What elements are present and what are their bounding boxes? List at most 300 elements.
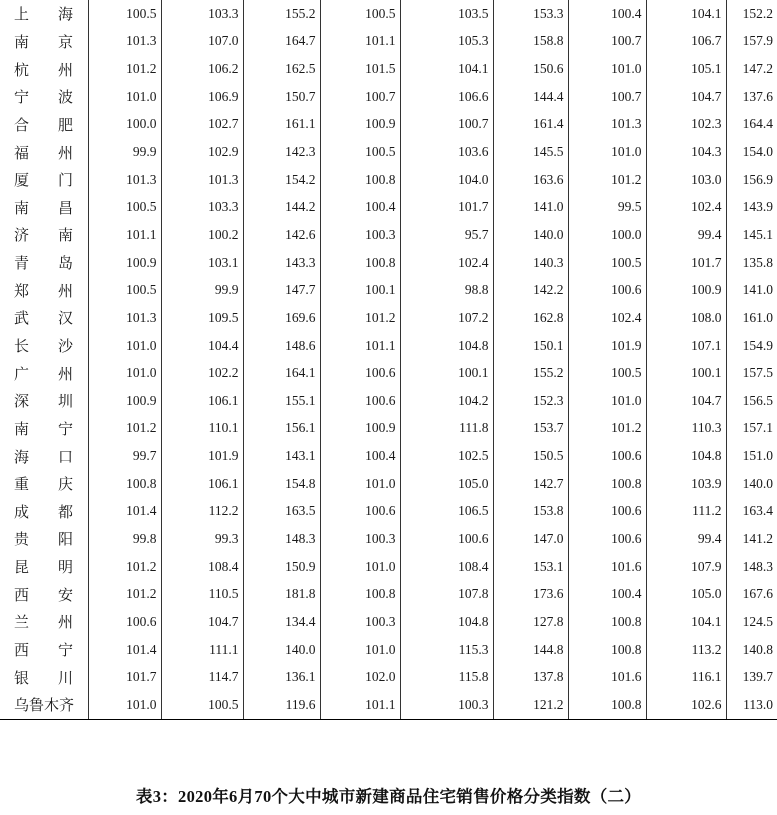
city-name-char: 都 xyxy=(58,504,74,521)
index-value-cell: 101.9 xyxy=(568,332,646,360)
city-name-char: 兰 xyxy=(14,615,30,632)
index-value-cell: 105.3 xyxy=(400,28,493,56)
index-value-cell: 100.4 xyxy=(320,193,400,221)
index-value-cell: 101.3 xyxy=(88,28,161,56)
table-row xyxy=(0,608,777,636)
index-value-cell: 142.7 xyxy=(493,470,568,498)
city-name-char: 州 xyxy=(58,283,74,300)
index-value-cell: 100.5 xyxy=(88,0,161,28)
index-value-cell: 105.0 xyxy=(646,580,726,608)
index-value-cell: 99.4 xyxy=(646,525,726,553)
index-value-cell: 148.3 xyxy=(243,525,320,553)
index-value-cell: 101.0 xyxy=(88,83,161,111)
index-value-cell: 103.5 xyxy=(400,0,493,28)
index-value-cell: 101.4 xyxy=(88,498,161,526)
index-value-cell: 113.0 xyxy=(726,691,777,719)
index-value-cell: 157.9 xyxy=(726,28,777,56)
index-value-cell: 101.1 xyxy=(320,332,400,360)
index-value-cell: 142.2 xyxy=(493,276,568,304)
index-value-cell: 101.3 xyxy=(161,166,243,194)
index-value-cell: 155.2 xyxy=(243,0,320,28)
index-value-cell: 157.5 xyxy=(726,359,777,387)
index-value-cell: 101.0 xyxy=(568,55,646,83)
city-name-cell xyxy=(0,580,88,608)
index-value-cell: 109.5 xyxy=(161,304,243,332)
table-row xyxy=(0,28,777,56)
index-value-cell: 101.1 xyxy=(88,221,161,249)
index-value-cell: 100.6 xyxy=(320,387,400,415)
table-row xyxy=(0,138,777,166)
index-value-cell: 140.0 xyxy=(726,470,777,498)
index-value-cell: 103.3 xyxy=(161,193,243,221)
index-value-cell: 101.6 xyxy=(568,553,646,581)
table-row xyxy=(0,249,777,277)
index-value-cell: 154.8 xyxy=(243,470,320,498)
index-value-cell: 150.9 xyxy=(243,553,320,581)
index-value-cell: 101.5 xyxy=(320,55,400,83)
index-value-cell: 104.2 xyxy=(400,387,493,415)
index-value-cell: 100.9 xyxy=(646,276,726,304)
city-name-char: 南 xyxy=(58,228,74,245)
index-value-cell: 143.1 xyxy=(243,442,320,470)
index-value-cell: 167.6 xyxy=(726,580,777,608)
index-value-cell: 105.0 xyxy=(400,470,493,498)
index-value-cell: 100.8 xyxy=(568,636,646,664)
index-value-cell: 100.4 xyxy=(568,580,646,608)
index-value-cell: 106.6 xyxy=(400,83,493,111)
index-value-cell: 101.4 xyxy=(88,636,161,664)
index-value-cell: 108.4 xyxy=(400,553,493,581)
city-name-char: 合 xyxy=(14,117,30,134)
index-value-cell: 100.0 xyxy=(88,111,161,139)
index-value-cell: 101.2 xyxy=(88,415,161,443)
city-name-char: 阳 xyxy=(58,532,74,549)
city-name-char: 宁 xyxy=(58,643,74,660)
index-value-cell: 104.8 xyxy=(646,442,726,470)
city-name-cell xyxy=(0,359,88,387)
index-value-cell: 104.4 xyxy=(161,332,243,360)
index-value-cell: 100.6 xyxy=(320,498,400,526)
table-row xyxy=(0,221,777,249)
index-value-cell: 106.2 xyxy=(161,55,243,83)
index-value-cell: 148.6 xyxy=(243,332,320,360)
index-value-cell: 102.6 xyxy=(646,691,726,719)
index-value-cell: 101.7 xyxy=(400,193,493,221)
index-value-cell: 100.8 xyxy=(568,470,646,498)
index-value-cell: 156.9 xyxy=(726,166,777,194)
index-value-cell: 99.9 xyxy=(161,276,243,304)
table-caption: 表3：2020年6月70个大中城市新建商品住宅销售价格分类指数（二） xyxy=(135,787,642,806)
index-value-cell: 161.1 xyxy=(243,111,320,139)
index-value-cell: 101.0 xyxy=(568,138,646,166)
city-name-char: 明 xyxy=(58,560,74,577)
index-value-cell: 161.0 xyxy=(726,304,777,332)
index-value-cell: 104.1 xyxy=(646,608,726,636)
index-value-cell: 102.2 xyxy=(161,359,243,387)
index-value-cell: 100.9 xyxy=(88,387,161,415)
index-value-cell: 148.3 xyxy=(726,553,777,581)
index-value-cell: 147.0 xyxy=(493,525,568,553)
index-value-cell: 101.2 xyxy=(88,553,161,581)
index-value-cell: 101.2 xyxy=(568,166,646,194)
index-value-cell: 105.1 xyxy=(646,55,726,83)
index-value-cell: 99.5 xyxy=(568,193,646,221)
index-value-cell: 101.0 xyxy=(88,332,161,360)
index-value-cell: 99.3 xyxy=(161,525,243,553)
table-row xyxy=(0,663,777,691)
index-value-cell: 163.6 xyxy=(493,166,568,194)
table-row xyxy=(0,415,777,443)
table-row xyxy=(0,55,777,83)
table-row xyxy=(0,553,777,581)
city-name-char: 贵 xyxy=(14,532,30,549)
index-value-cell: 116.1 xyxy=(646,663,726,691)
index-value-cell: 104.0 xyxy=(400,166,493,194)
index-value-cell: 102.4 xyxy=(400,249,493,277)
index-value-cell: 106.5 xyxy=(400,498,493,526)
index-value-cell: 110.5 xyxy=(161,580,243,608)
index-value-cell: 103.6 xyxy=(400,138,493,166)
index-value-cell: 158.8 xyxy=(493,28,568,56)
city-name-char: 门 xyxy=(58,173,74,190)
city-name-char: 昆 xyxy=(14,560,30,577)
index-value-cell: 164.7 xyxy=(243,28,320,56)
index-value-cell: 101.1 xyxy=(320,691,400,719)
index-value-cell: 99.4 xyxy=(646,221,726,249)
index-value-cell: 107.0 xyxy=(161,28,243,56)
index-value-cell: 144.2 xyxy=(243,193,320,221)
city-name-char: 圳 xyxy=(58,394,74,411)
index-value-cell: 100.3 xyxy=(320,525,400,553)
index-value-cell: 140.8 xyxy=(726,636,777,664)
city-name-char: 口 xyxy=(58,449,74,466)
index-value-cell: 100.3 xyxy=(400,691,493,719)
index-value-cell: 101.0 xyxy=(320,470,400,498)
index-value-cell: 142.3 xyxy=(243,138,320,166)
table-row xyxy=(0,0,777,28)
index-value-cell: 100.4 xyxy=(320,442,400,470)
index-value-cell: 100.1 xyxy=(320,276,400,304)
index-value-cell: 150.7 xyxy=(243,83,320,111)
index-value-cell: 141.2 xyxy=(726,525,777,553)
index-value-cell: 137.6 xyxy=(726,83,777,111)
city-name-char: 青 xyxy=(14,256,30,273)
index-value-cell: 101.0 xyxy=(568,387,646,415)
city-name-char: 南 xyxy=(14,34,30,51)
index-value-cell: 111.2 xyxy=(646,498,726,526)
index-value-cell: 154.0 xyxy=(726,138,777,166)
city-name-char: 长 xyxy=(14,339,30,355)
table-row xyxy=(0,442,777,470)
table-row xyxy=(0,332,777,360)
index-value-cell: 104.7 xyxy=(646,387,726,415)
index-value-cell: 143.3 xyxy=(243,249,320,277)
city-name-char: 安 xyxy=(58,587,74,604)
index-value-cell: 100.5 xyxy=(88,193,161,221)
city-name-char: 成 xyxy=(14,504,30,521)
index-value-cell: 100.1 xyxy=(400,359,493,387)
index-value-cell: 101.0 xyxy=(320,553,400,581)
index-value-cell: 107.2 xyxy=(400,304,493,332)
city-name-cell xyxy=(0,498,88,526)
index-value-cell: 162.5 xyxy=(243,55,320,83)
index-value-cell: 100.5 xyxy=(161,691,243,719)
index-value-cell: 150.5 xyxy=(493,442,568,470)
index-value-cell: 100.8 xyxy=(88,470,161,498)
index-value-cell: 111.1 xyxy=(161,636,243,664)
city-name-char: 川 xyxy=(58,670,74,687)
city-name-cell xyxy=(0,525,88,553)
city-name-char: 乌鲁木齐 xyxy=(14,698,75,715)
index-value-cell: 101.6 xyxy=(568,663,646,691)
index-value-cell: 162.8 xyxy=(493,304,568,332)
index-value-cell: 100.6 xyxy=(400,525,493,553)
city-name-char: 福 xyxy=(14,145,30,162)
index-value-cell: 139.7 xyxy=(726,663,777,691)
index-value-cell: 100.9 xyxy=(88,249,161,277)
index-value-cell: 110.3 xyxy=(646,415,726,443)
index-value-cell: 99.9 xyxy=(88,138,161,166)
index-value-cell: 144.8 xyxy=(493,636,568,664)
index-value-cell: 102.4 xyxy=(568,304,646,332)
index-value-cell: 152.2 xyxy=(726,0,777,28)
index-value-cell: 100.8 xyxy=(568,691,646,719)
city-name-char: 厦 xyxy=(14,173,30,190)
index-value-cell: 153.7 xyxy=(493,415,568,443)
index-value-cell: 140.3 xyxy=(493,249,568,277)
index-value-cell: 100.6 xyxy=(568,525,646,553)
city-name-char: 上 xyxy=(14,7,30,24)
index-value-cell: 100.7 xyxy=(400,111,493,139)
index-value-cell: 100.5 xyxy=(320,138,400,166)
index-value-cell: 104.8 xyxy=(400,332,493,360)
city-name-char: 沙 xyxy=(58,339,74,355)
city-name-cell xyxy=(0,636,88,664)
city-name-cell xyxy=(0,83,88,111)
index-value-cell: 143.9 xyxy=(726,193,777,221)
city-name-cell xyxy=(0,387,88,415)
index-value-cell: 102.3 xyxy=(646,111,726,139)
index-value-cell: 144.4 xyxy=(493,83,568,111)
table-row xyxy=(0,691,777,719)
index-value-cell: 164.1 xyxy=(243,359,320,387)
index-value-cell: 100.8 xyxy=(320,580,400,608)
index-value-cell: 151.0 xyxy=(726,442,777,470)
city-name-cell xyxy=(0,55,88,83)
index-value-cell: 100.5 xyxy=(320,0,400,28)
index-value-cell: 102.7 xyxy=(161,111,243,139)
city-name-char: 州 xyxy=(58,615,74,632)
index-value-cell: 101.2 xyxy=(320,304,400,332)
index-value-cell: 115.3 xyxy=(400,636,493,664)
index-value-cell: 100.6 xyxy=(88,608,161,636)
index-value-cell: 100.6 xyxy=(568,276,646,304)
index-value-cell: 108.4 xyxy=(161,553,243,581)
index-value-cell: 100.6 xyxy=(568,498,646,526)
index-value-cell: 101.3 xyxy=(568,111,646,139)
city-name-char: 波 xyxy=(58,90,74,107)
index-value-cell: 112.2 xyxy=(161,498,243,526)
table-row xyxy=(0,83,777,111)
index-value-cell: 142.6 xyxy=(243,221,320,249)
city-name-cell xyxy=(0,166,88,194)
index-value-cell: 163.5 xyxy=(243,498,320,526)
index-value-cell: 164.4 xyxy=(726,111,777,139)
city-name-cell xyxy=(0,138,88,166)
index-value-cell: 107.8 xyxy=(400,580,493,608)
index-value-cell: 113.2 xyxy=(646,636,726,664)
index-value-cell: 181.8 xyxy=(243,580,320,608)
index-value-cell: 121.2 xyxy=(493,691,568,719)
index-value-cell: 101.0 xyxy=(88,691,161,719)
city-name-char: 海 xyxy=(14,449,30,466)
index-value-cell: 161.4 xyxy=(493,111,568,139)
index-value-cell: 103.0 xyxy=(646,166,726,194)
index-value-cell: 100.1 xyxy=(646,359,726,387)
index-value-cell: 104.3 xyxy=(646,138,726,166)
index-value-cell: 102.5 xyxy=(400,442,493,470)
city-name-char: 济 xyxy=(14,228,30,245)
index-value-cell: 99.7 xyxy=(88,442,161,470)
city-name-char: 宁 xyxy=(58,421,74,438)
index-value-cell: 150.6 xyxy=(493,55,568,83)
city-name-cell xyxy=(0,193,88,221)
city-name-char: 汉 xyxy=(58,311,74,328)
index-value-cell: 100.7 xyxy=(320,83,400,111)
index-value-cell: 140.0 xyxy=(493,221,568,249)
index-value-cell: 124.5 xyxy=(726,608,777,636)
city-name-char: 杭 xyxy=(14,62,30,79)
index-value-cell: 104.8 xyxy=(400,608,493,636)
city-name-char: 南 xyxy=(14,200,30,217)
city-name-cell xyxy=(0,221,88,249)
index-value-cell: 153.1 xyxy=(493,553,568,581)
index-value-cell: 98.8 xyxy=(400,276,493,304)
index-value-cell: 152.3 xyxy=(493,387,568,415)
table-row xyxy=(0,193,777,221)
index-value-cell: 100.3 xyxy=(320,221,400,249)
index-value-cell: 101.2 xyxy=(568,415,646,443)
index-value-cell: 106.9 xyxy=(161,83,243,111)
table-row xyxy=(0,470,777,498)
city-name-char: 州 xyxy=(58,145,74,162)
index-value-cell: 101.3 xyxy=(88,304,161,332)
index-value-cell: 101.7 xyxy=(646,249,726,277)
index-value-cell: 101.2 xyxy=(88,580,161,608)
index-value-cell: 100.8 xyxy=(320,249,400,277)
table-row xyxy=(0,304,777,332)
index-value-cell: 108.0 xyxy=(646,304,726,332)
index-value-cell: 134.4 xyxy=(243,608,320,636)
table-row xyxy=(0,359,777,387)
index-value-cell: 153.8 xyxy=(493,498,568,526)
index-value-cell: 103.3 xyxy=(161,0,243,28)
index-value-cell: 101.1 xyxy=(320,28,400,56)
index-value-cell: 100.8 xyxy=(568,608,646,636)
city-name-char: 南 xyxy=(14,421,30,438)
index-value-cell: 137.8 xyxy=(493,663,568,691)
city-name-cell xyxy=(0,304,88,332)
index-value-cell: 106.1 xyxy=(161,470,243,498)
table-row xyxy=(0,636,777,664)
index-value-cell: 100.4 xyxy=(568,0,646,28)
city-name-char: 宁 xyxy=(14,90,30,107)
index-value-cell: 107.1 xyxy=(646,332,726,360)
table-row xyxy=(0,166,777,194)
index-value-cell: 141.0 xyxy=(726,276,777,304)
index-value-cell: 153.3 xyxy=(493,0,568,28)
city-name-cell xyxy=(0,276,88,304)
index-value-cell: 100.9 xyxy=(320,415,400,443)
city-name-cell xyxy=(0,608,88,636)
index-value-cell: 145.1 xyxy=(726,221,777,249)
index-value-cell: 135.8 xyxy=(726,249,777,277)
index-value-cell: 100.6 xyxy=(320,359,400,387)
table-row xyxy=(0,276,777,304)
index-value-cell: 114.7 xyxy=(161,663,243,691)
city-name-cell xyxy=(0,553,88,581)
index-value-cell: 100.3 xyxy=(320,608,400,636)
table-row xyxy=(0,387,777,415)
index-value-cell: 156.5 xyxy=(726,387,777,415)
city-name-cell xyxy=(0,442,88,470)
index-value-cell: 100.5 xyxy=(88,276,161,304)
city-name-cell xyxy=(0,111,88,139)
index-value-cell: 100.2 xyxy=(161,221,243,249)
index-value-cell: 104.7 xyxy=(646,83,726,111)
index-value-cell: 169.6 xyxy=(243,304,320,332)
city-name-char: 庆 xyxy=(58,477,74,494)
index-value-cell: 156.1 xyxy=(243,415,320,443)
city-name-char: 海 xyxy=(58,7,74,24)
index-value-cell: 106.7 xyxy=(646,28,726,56)
city-name-cell xyxy=(0,415,88,443)
index-value-cell: 147.2 xyxy=(726,55,777,83)
city-name-char: 州 xyxy=(58,366,74,383)
index-value-cell: 100.5 xyxy=(568,249,646,277)
city-name-char: 京 xyxy=(58,34,74,51)
city-name-char: 郑 xyxy=(14,283,30,300)
index-value-cell: 95.7 xyxy=(400,221,493,249)
index-value-cell: 102.0 xyxy=(320,663,400,691)
city-name-char: 重 xyxy=(14,477,30,494)
index-value-cell: 141.0 xyxy=(493,193,568,221)
city-name-cell xyxy=(0,28,88,56)
index-value-cell: 101.9 xyxy=(161,442,243,470)
table-row xyxy=(0,580,777,608)
index-value-cell: 100.6 xyxy=(568,442,646,470)
index-value-cell: 173.6 xyxy=(493,580,568,608)
index-value-cell: 100.7 xyxy=(568,28,646,56)
index-value-cell: 104.1 xyxy=(646,0,726,28)
index-value-cell: 155.2 xyxy=(493,359,568,387)
index-value-cell: 99.8 xyxy=(88,525,161,553)
city-name-cell xyxy=(0,470,88,498)
city-name-char: 岛 xyxy=(58,256,74,273)
index-value-cell: 136.1 xyxy=(243,663,320,691)
city-name-cell xyxy=(0,663,88,691)
index-value-cell: 104.1 xyxy=(400,55,493,83)
index-value-cell: 102.9 xyxy=(161,138,243,166)
city-name-char: 武 xyxy=(14,311,30,328)
index-value-cell: 154.2 xyxy=(243,166,320,194)
index-value-cell: 101.2 xyxy=(88,55,161,83)
index-value-cell: 101.0 xyxy=(88,359,161,387)
index-value-cell: 147.7 xyxy=(243,276,320,304)
index-value-cell: 101.3 xyxy=(88,166,161,194)
table-row xyxy=(0,525,777,553)
city-name-char: 深 xyxy=(14,394,30,411)
